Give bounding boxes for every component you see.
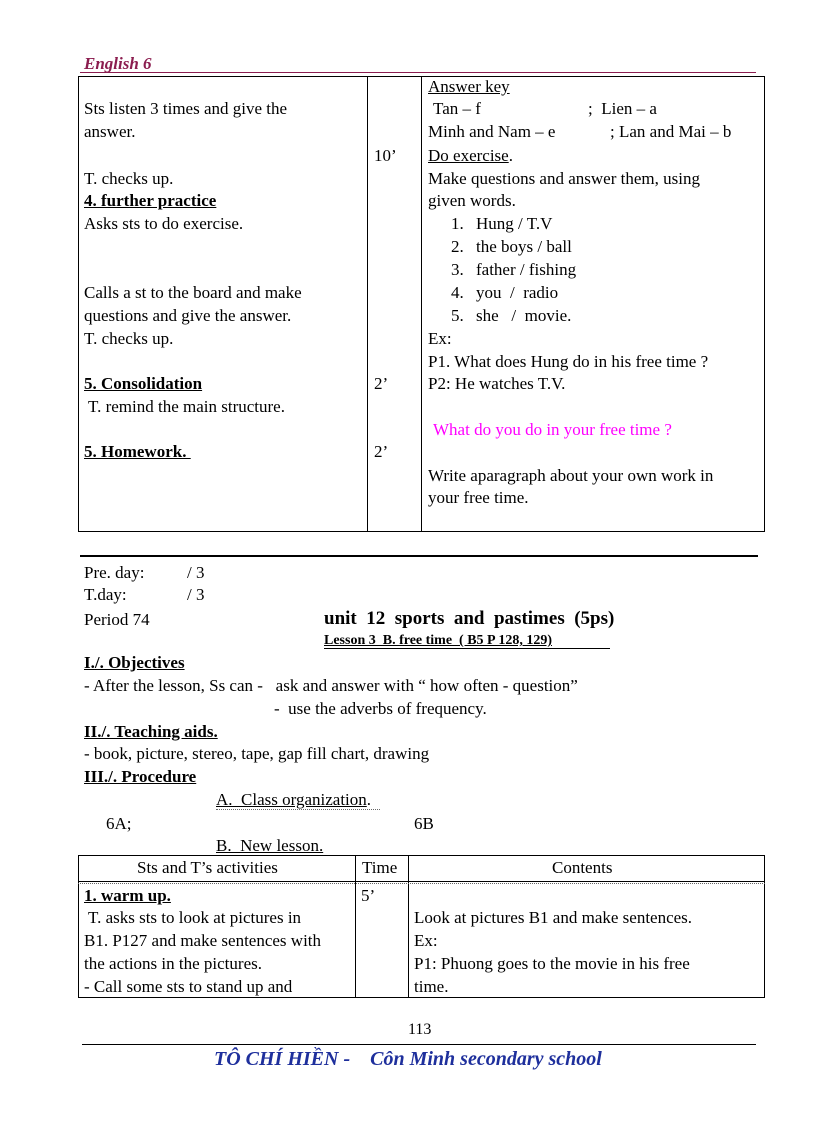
free-time-question: What do you do in your free time ?	[433, 420, 672, 439]
t2-time-warm-up: 5’	[361, 886, 376, 905]
t1-left-line: answer.	[84, 122, 136, 141]
t1-left-line: questions and give the answer.	[84, 306, 292, 325]
new-lesson: B. New lesson.	[216, 836, 324, 855]
t1-left-line: T. remind the main structure.	[84, 397, 285, 416]
period-number: Period 74	[84, 610, 150, 629]
table1-divider-1	[367, 76, 368, 532]
homework-instruction: Write aparagraph about your own work in	[428, 466, 714, 485]
exercise-item-number: 5.	[451, 306, 464, 325]
pre-day-label: Pre. day:	[84, 563, 145, 582]
exercise-instruction: Make questions and answer them, using	[428, 169, 700, 188]
example-label: Ex:	[428, 329, 452, 348]
t2-right-line: Ex:	[414, 931, 438, 950]
objectives-heading: I./. Objectives	[84, 653, 185, 672]
t1-left-line: T. checks up.	[84, 169, 174, 188]
table2-header-activities: Sts and T’s activities	[137, 858, 278, 877]
header-rule	[80, 72, 756, 73]
t2-left-line: the actions in the pictures.	[84, 954, 262, 973]
unit-title: unit 12 sports and pastimes (5ps)	[324, 608, 615, 629]
answer-key-title: Answer key	[428, 77, 510, 96]
t2-left-line: T. asks sts to look at pictures in	[84, 908, 302, 927]
t1-section-consolidation: 5. Consolidation	[84, 374, 203, 393]
class-6b: 6B	[414, 814, 434, 833]
t1-left-line: T. checks up.	[84, 329, 174, 348]
answer-key-minh-nam: Minh and Nam – e	[428, 122, 556, 141]
do-exercise	[428, 146, 513, 166]
teaching-aids-heading: II./. Teaching aids.	[84, 722, 218, 741]
table2-divider-2	[408, 855, 409, 998]
exercise-item: the boys / ball	[476, 237, 572, 256]
t-day-label: T.day:	[84, 585, 127, 604]
pre-day-value: / 3	[187, 563, 205, 582]
t2-left-line: - Call some sts to stand up and	[84, 977, 293, 996]
page-number: 113	[408, 1021, 432, 1038]
header-title: English 6	[84, 54, 152, 73]
exercise-item: you / radio	[476, 283, 559, 302]
t1-section-further-practice: 4. further practice	[84, 191, 217, 210]
t2-left-line: B1. P127 and make sentences with	[84, 931, 322, 950]
class-org-dotted-line	[216, 809, 380, 810]
exercise-item-number: 4.	[451, 283, 464, 302]
lesson-title: Lesson 3 B. free time ( B5 P 128, 129)	[324, 633, 552, 648]
t1-section-homework: 5. Homework.	[84, 442, 191, 461]
t1-left-line: Sts listen 3 times and give the	[84, 99, 288, 118]
t2-right-line: Look at pictures B1 and make sentences.	[414, 908, 693, 927]
objectives-line: - After the lesson, Ss can - ask and answer with “ how often - question”	[84, 676, 578, 695]
example-p1: P1. What does Hung do in his free time ?	[428, 352, 709, 371]
homework-instruction: your free time.	[428, 488, 529, 507]
answer-key-lan-mai: ; Lan and Mai – b	[610, 122, 732, 141]
exercise-item-number: 1.	[451, 214, 464, 233]
class-organization	[216, 790, 371, 810]
table2-divider-1	[355, 855, 356, 998]
class-organization-dot: .	[366, 790, 372, 809]
exercise-item: father / fishing	[476, 260, 577, 279]
t1-time-homework: 2’	[374, 442, 389, 461]
table2-row-rule	[78, 883, 765, 884]
exercise-item-number: 2.	[451, 237, 464, 256]
table2-header-time: Time	[362, 858, 398, 877]
do-exercise-label: Do exercise	[428, 146, 509, 165]
t1-time-consolidation: 2’	[374, 374, 389, 393]
t2-right-line: time.	[414, 977, 449, 996]
teaching-aids-line: - book, picture, stereo, tape, gap fill chart, drawing	[84, 744, 430, 763]
t2-right-line: P1: Phuong goes to the movie in his free	[414, 954, 690, 973]
lesson-underline	[324, 648, 610, 649]
exercise-item: Hung / T.V	[476, 214, 553, 233]
table2-header-rule	[78, 881, 765, 882]
table2-header-contents: Contents	[552, 858, 613, 877]
footer-author-school: TÔ CHÍ HIỀN - Côn Minh secondary school	[214, 1048, 602, 1070]
class-organization-label: A. Class organization	[216, 790, 367, 809]
table1-divider-2	[421, 76, 422, 532]
exercise-instruction: given words.	[428, 191, 516, 210]
t-day-value: / 3	[187, 585, 205, 604]
do-exercise-dot: .	[508, 146, 513, 165]
example-p2: P2: He watches T.V.	[428, 374, 566, 393]
t2-section-warm-up: 1. warm up.	[84, 886, 171, 905]
answer-key-lien: ; Lien – a	[588, 99, 657, 118]
objectives-line: - use the adverbs of frequency.	[274, 699, 487, 718]
footer-rule	[82, 1044, 756, 1045]
t1-time-further-practice: 10’	[374, 146, 397, 165]
t1-left-line: Calls a st to the board and make	[84, 283, 302, 302]
section-separator	[80, 555, 758, 557]
exercise-item-number: 3.	[451, 260, 464, 279]
t1-left-line: Asks sts to do exercise.	[84, 214, 244, 233]
class-6a: 6A;	[106, 814, 132, 833]
procedure-heading: III./. Procedure	[84, 767, 197, 786]
answer-key-tan: Tan – f	[433, 99, 481, 118]
exercise-item: she / movie.	[476, 306, 572, 325]
